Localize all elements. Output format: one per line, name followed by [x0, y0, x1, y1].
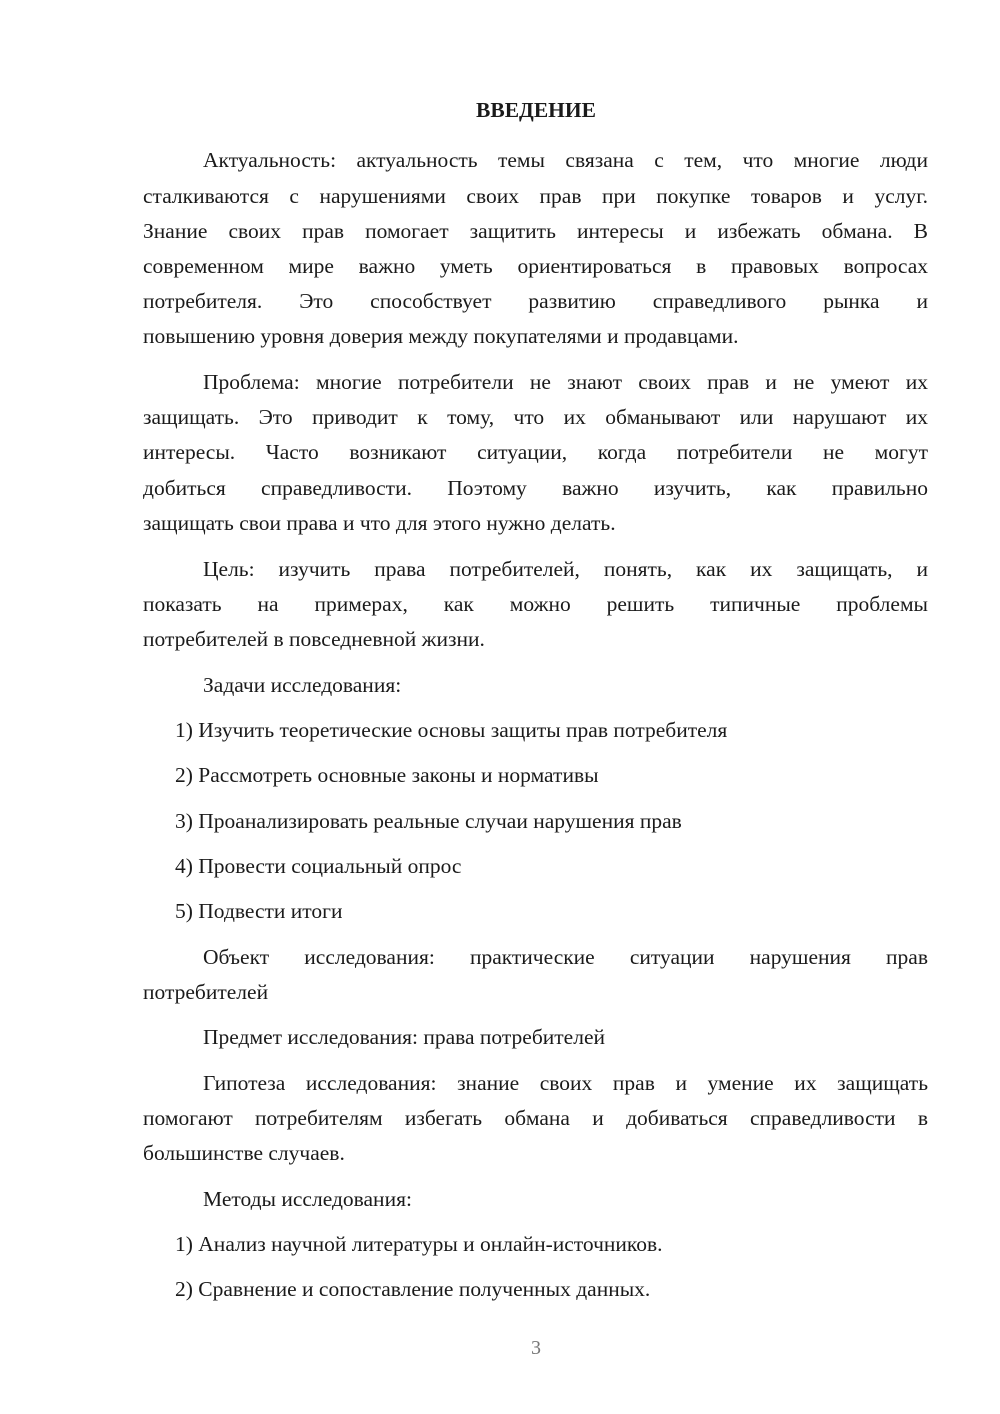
page-title: ВВЕДЕНИЕ: [476, 98, 596, 122]
task-item-1: 1) Изучить теоретические основы защиты прав потребителя: [175, 718, 728, 742]
relevance-line-4: современном мире важно уметь ориентироваться в правовых вопросах: [143, 254, 928, 278]
hypothesis-line-2: помогают потребителям избегать обмана и добиваться справедливости в: [143, 1106, 928, 1130]
hypothesis-line-1: Гипотеза исследования: знание своих прав и умение их защищать: [203, 1071, 928, 1095]
relevance-line-1: Актуальность: актуальность темы связана с тем, что многие люди: [203, 148, 928, 172]
problem-line-2: защищать. Это приводит к тому, что их обманывают или нарушают их: [143, 405, 928, 429]
relevance-line-5: потребителя. Это способствует развитию справедливого рынка и: [143, 289, 928, 313]
methods-heading: Методы исследования:: [203, 1187, 412, 1211]
problem-line-4: добиться справедливости. Поэтому важно изучить, как правильно: [143, 476, 928, 500]
tasks-heading: Задачи исследования:: [203, 673, 402, 697]
method-item-2: 2) Сравнение и сопоставление полученных данных.: [175, 1277, 651, 1301]
relevance-line-3: Знание своих прав помогает защитить интересы и избежать обмана. В: [143, 219, 928, 243]
relevance-line-2: сталкиваются с нарушениями своих прав при покупке товаров и услуг.: [143, 184, 928, 208]
subject-line: Предмет исследования: права потребителей: [203, 1025, 605, 1049]
method-item-1: 1) Анализ научной литературы и онлайн-источников.: [175, 1232, 663, 1256]
hypothesis-line-3: большинстве случаев.: [143, 1141, 345, 1165]
problem-line-3: интересы. Часто возникают ситуации, когда потребители не могут: [143, 440, 928, 464]
relevance-line-6: повышению уровня доверия между покупателями и продавцами.: [143, 324, 739, 348]
object-line-1: Объект исследования: практические ситуации нарушения прав: [203, 945, 928, 969]
problem-line-5: защищать свои права и что для этого нужно делать.: [143, 511, 616, 535]
task-item-3: 3) Проанализировать реальные случаи нарушения прав: [175, 809, 682, 833]
goal-line-2: показать на примерах, как можно решить типичные проблемы: [143, 592, 928, 616]
problem-line-1: Проблема: многие потребители не знают своих прав и не умеют их: [203, 370, 928, 394]
page-number: 3: [531, 1337, 541, 1359]
goal-line-3: потребителей в повседневной жизни.: [143, 627, 485, 651]
task-item-4: 4) Провести социальный опрос: [175, 854, 462, 878]
goal-line-1: Цель: изучить права потребителей, понять, как их защищать, и: [203, 557, 928, 581]
task-item-5: 5) Подвести итоги: [175, 899, 343, 923]
object-line-2: потребителей: [143, 980, 269, 1004]
task-item-2: 2) Рассмотреть основные законы и нормативы: [175, 763, 599, 787]
